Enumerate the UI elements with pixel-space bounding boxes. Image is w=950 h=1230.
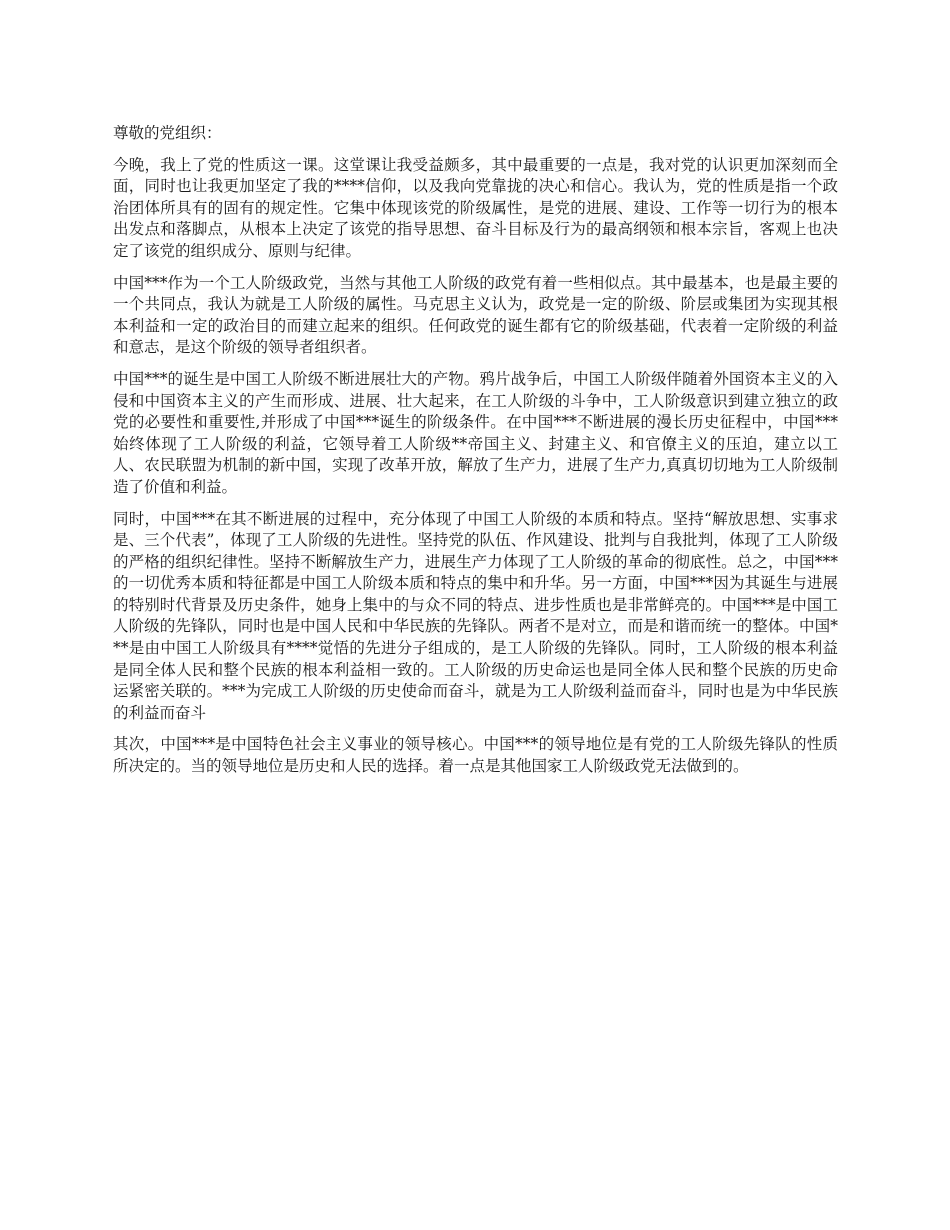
paragraph-4: 同时，中国***在其不断进展的过程中，充分体现了中国工人阶级的本质和特点。坚持“解放思想、实事求是、三个代表”，体现了工人阶级的先进性。坚持党的队伍、作风建设、批判与自我批判，体现了工人阶级的严格的组织纪律性。坚持不断解放生产力，进展生产力体现了工人阶级的革命的彻底性。总之，中国***的一切优秀本质和特征都是中国工人阶级本质和特点的集中和升华。另一方面，中国***因为其诞生与进展的特别时代背景及历史条件，她身上集中的与众不同的特点、进步性质也是非常鲜亮的。中国***是中国工人阶级的先锋队，同时也是中国人民和中华民族的先锋队。两者不是对立，而是和谐而统一的整体。中国***是由中国工人阶级具有****觉悟的先进分子组成的，是工人阶级的先锋队。同时，工人阶级的根本利益是同全体人民和整个民族的根本利益相一致的。工人阶级的历史命运也是同全体人民和整个民族的历史命运紧密关联的。***为完成工人阶级的历史使命而奋斗，就是为工人阶级利益而奋斗，同时也是为中华民族的利益而奋斗	[113, 509, 838, 722]
salutation: 尊敬的党组织：	[113, 124, 222, 142]
paragraph-1: 今晚，我上了党的性质这一课。这堂课让我受益颇多，其中最重要的一点是，我对党的认识更加深刻而全面，同时也让我更加坚定了我的****信仰，以及我向党靠拢的决心和信心。我认为，党的性质是指一个政治团体所具有的固有的规定性。它集中体现该党的阶级属性，是党的进展、建设、工作等一切行为的根本出发点和落脚点，从根本上决定了该党的指导思想、奋斗目标及行为的最高纲领和根本宗旨，客观上也决定了该党的组织成分、原则与纪律。	[113, 155, 838, 260]
paragraph-5: 其次，中国***是中国特色社会主义事业的领导核心。中国***的领导地位是有党的工人阶级先锋队的性质所决定的。当的领导地位是历史和人民的选择。着一点是其他国家工人阶级政党无法做到的。	[113, 735, 838, 776]
document-page	[113, 123, 838, 788]
paragraph-2: 中国***作为一个工人阶级政党，当然与其他工人阶级的政党有着一些相似点。其中最基本，也是最主要的一个共同点，我认为就是工人阶级的属性。马克思主义认为，政党是一定的阶级、阶层或集团为实现其根本利益和一定的政治目的而建立起来的组织。任何政党的诞生都有它的阶级基础，代表着一定阶级的利益和意志，是这个阶级的领导者组织者。	[113, 273, 838, 357]
paragraph-3: 中国***的诞生是中国工人阶级不断进展壮大的产物。鸦片战争后，中国工人阶级伴随着外国资本主义的入侵和中国资本主义的产生而形成、进展、壮大起来，在工人阶级的斗争中，工人阶级意识到建立独立的政党的必要性和重要性,并形成了中国***诞生的阶级条件。在中国***不断进展的漫长历史征程中，中国***始终体现了工人阶级的利益，它领导着工人阶级**帝国主义、封建主义、和官僚主义的压迫，建立以工人、农民联盟为机制的新中国，实现了改革开放，解放了生产力，进展了生产力,真真切切地为工人阶级制造了价值和利益。	[113, 369, 838, 496]
